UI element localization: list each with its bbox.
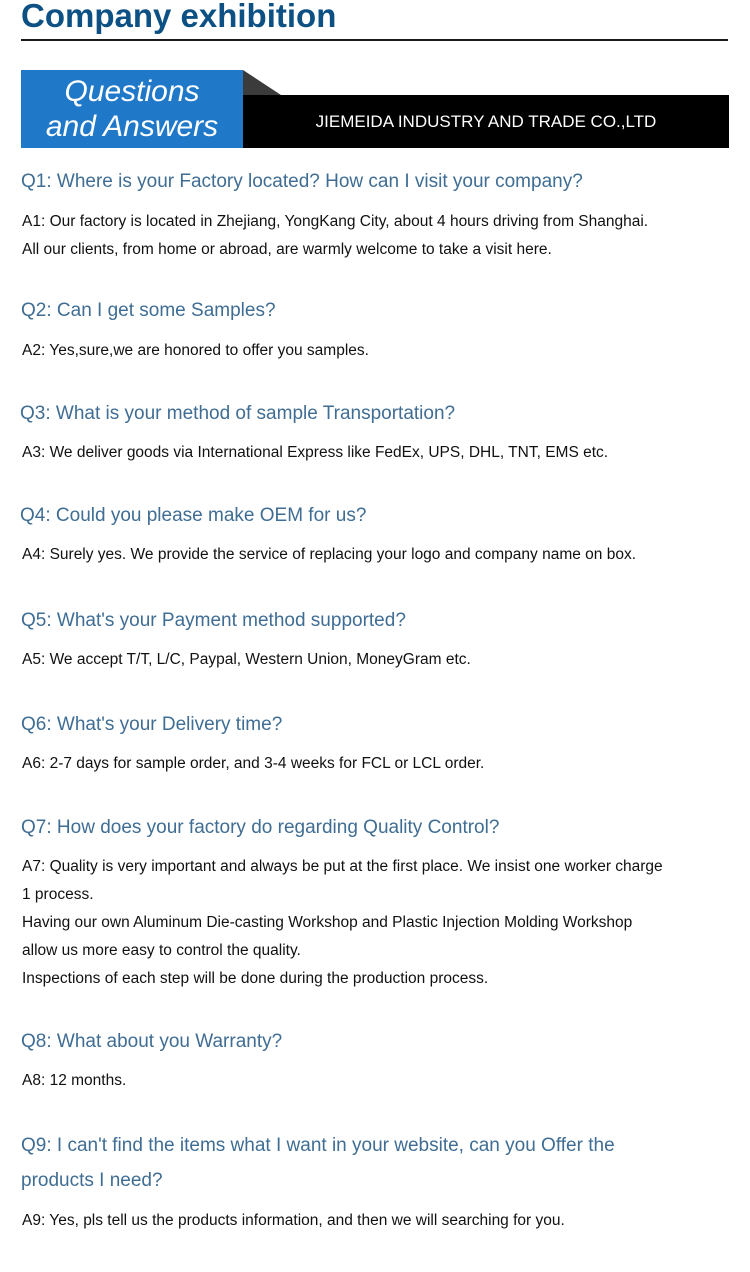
faq-answer-line: A4: Surely yes. We provide the service of replacing your logo and company name on box. [22, 546, 637, 563]
faq-question-3: Q3: What is your method of sample Transportation? [20, 403, 456, 424]
faq-question-7: Q7: How does your factory do regarding Quality Control? [21, 817, 500, 838]
faq-question-9 [21, 1128, 615, 1198]
faq-answer-line: A2: Yes,sure,we are honored to offer you samples. [22, 342, 369, 359]
qa-banner [21, 70, 729, 148]
faq-answer-line: 1 process. [22, 886, 94, 903]
faq-answer-line: All our clients, from home or abroad, are warmly welcome to take a visit here. [22, 241, 552, 258]
faq-answer-5 [22, 646, 471, 674]
faq-answer-7 [22, 853, 663, 993]
banner-qa-line1: Questions [64, 75, 200, 108]
banner-qa-line2: and Answers [45, 110, 219, 143]
faq-answer-line: allow us more easy to control the quality. [22, 942, 301, 959]
faq-answer-line: A3: We deliver goods via International Express like FedEx, UPS, DHL, TNT, EMS etc. [22, 444, 609, 461]
faq-question-8: Q8: What about you Warranty? [21, 1031, 283, 1052]
faq-answer-6 [22, 750, 484, 778]
title-divider [21, 39, 728, 41]
faq-answer-4 [22, 541, 636, 569]
page-title: Company exhibition [21, 0, 337, 34]
faq-answer-line: A8: 12 months. [22, 1072, 127, 1089]
faq-question-line: Q9: I can't find the items what I want in your website, can you Offer the [21, 1135, 615, 1156]
faq-answer-8 [22, 1067, 126, 1095]
banner-company-name: JIEMEIDA INDUSTRY AND TRADE CO.,LTD [315, 112, 657, 131]
faq-question-5: Q5: What's your Payment method supported? [21, 610, 406, 631]
faq-answer-9 [22, 1207, 565, 1235]
faq-answer-line: A9: Yes, pls tell us the products information, and then we will searching for you. [22, 1212, 565, 1229]
faq-answer-line: Inspections of each step will be done during the production process. [22, 970, 489, 987]
faq-question-line: products I need? [21, 1170, 163, 1191]
faq-question-6: Q6: What's your Delivery time? [21, 714, 283, 735]
faq-answer-line: A1: Our factory is located in Zhejiang, YongKang City, about 4 hours driving from Shanghai. [22, 213, 649, 230]
faq-answer-line: Having our own Aluminum Die-casting Workshop and Plastic Injection Molding Workshop [22, 914, 633, 931]
faq-answer-line: A6: 2-7 days for sample order, and 3-4 weeks for FCL or LCL order. [22, 755, 485, 772]
faq-answer-line: A7: Quality is very important and always be put at the first place. We insist one worker charge [22, 858, 663, 875]
faq-answer-2 [22, 337, 369, 365]
faq-answer-3 [22, 439, 608, 467]
faq-question-4: Q4: Could you please make OEM for us? [20, 505, 367, 526]
faq-answer-line: A5: We accept T/T, L/C, Paypal, Western Union, MoneyGram etc. [22, 651, 471, 668]
banner-qa-label [21, 70, 243, 148]
faq-question-2: Q2: Can I get some Samples? [21, 300, 276, 321]
faq-answer-1 [22, 208, 648, 264]
faq-question-1: Q1: Where is your Factory located? How can I visit your company? [21, 171, 583, 192]
